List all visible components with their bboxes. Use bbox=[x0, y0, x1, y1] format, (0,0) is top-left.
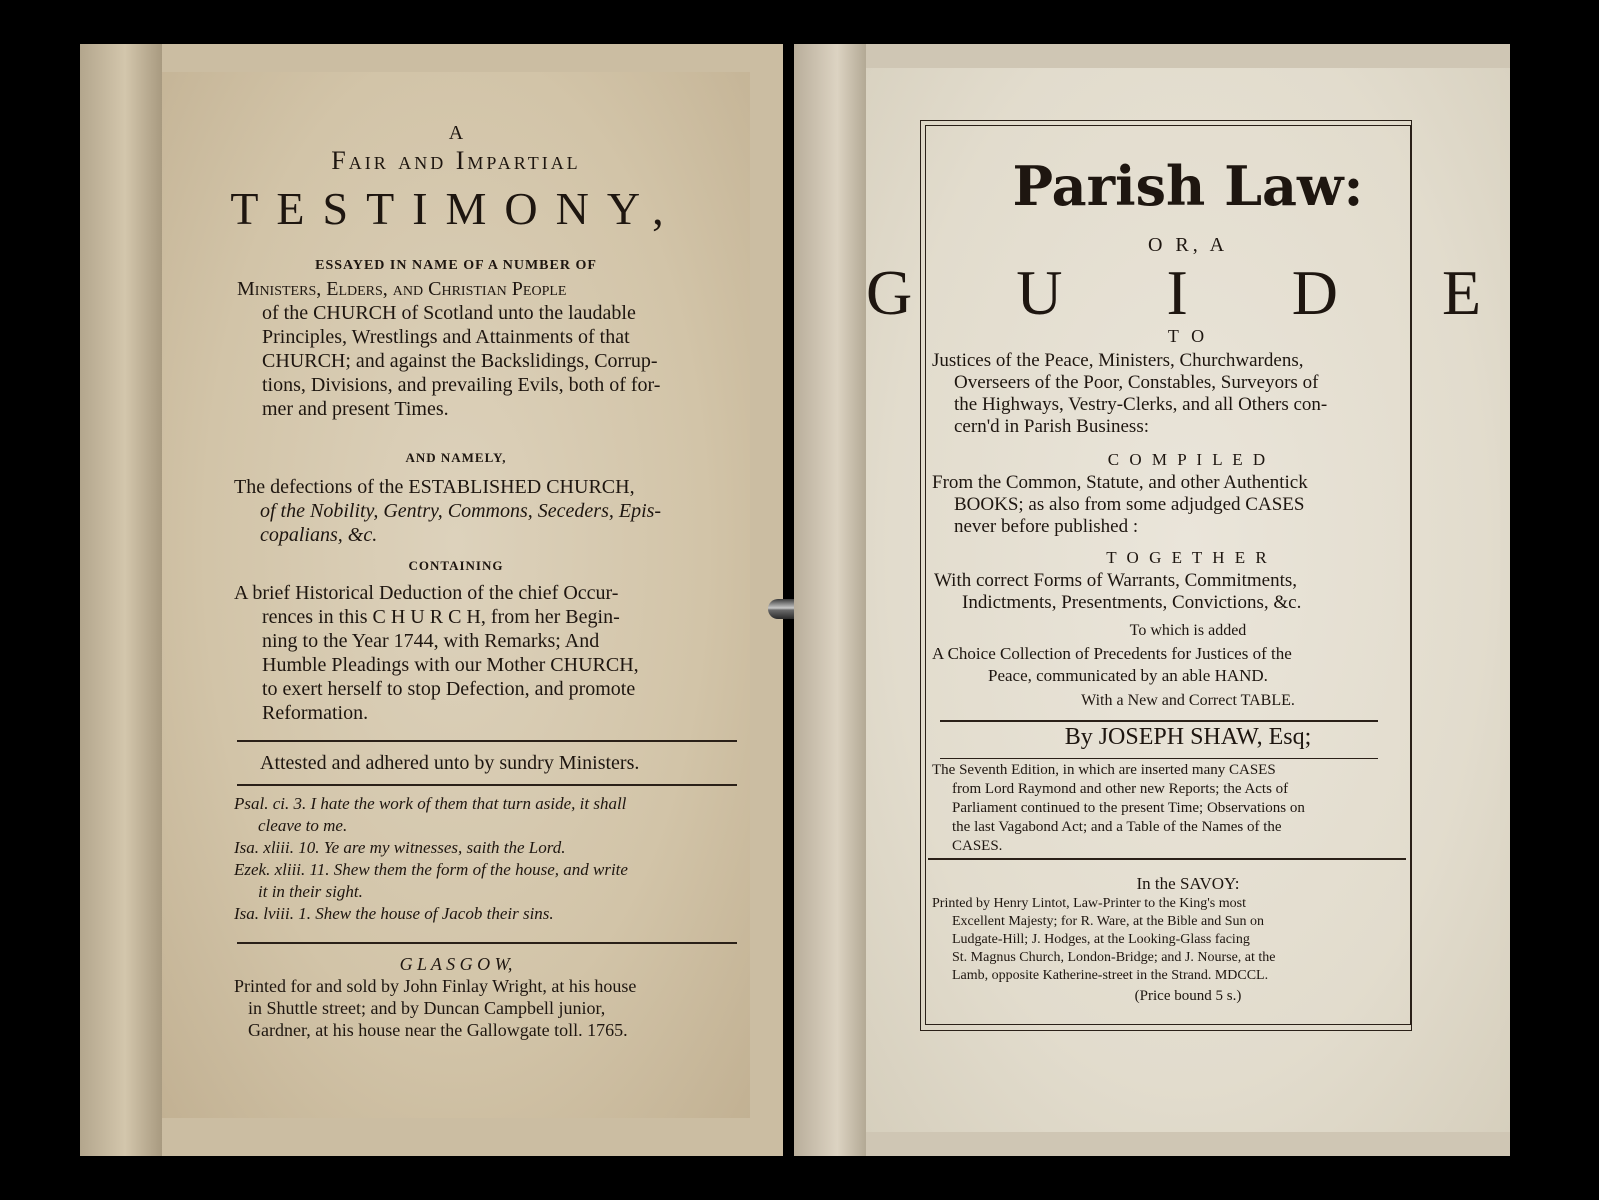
or-a: O R, A bbox=[1147, 234, 1229, 256]
text-line: Justices of the Peace, Ministers, Churchwardens, bbox=[932, 350, 1304, 371]
text-line: Peace, communicated by an able HAND. bbox=[988, 666, 1268, 685]
text-line: Ludgate-Hill; J. Hodges, at the Looking-Glass facing bbox=[952, 932, 1250, 947]
text-line: Ezek. xliii. 11. Shew them the form of the house, and write bbox=[234, 860, 628, 879]
text-line: Lamb, opposite Katherine-street in the Strand. MDCCL. bbox=[952, 968, 1269, 983]
text-line: Gardner, at his house near the Gallowgate toll. 1765. bbox=[248, 1020, 628, 1040]
together-label: T O G E T H E R bbox=[1106, 548, 1270, 567]
right-title-page bbox=[866, 68, 1526, 1132]
divider-rule bbox=[928, 858, 1406, 860]
right-book-binding bbox=[794, 44, 866, 1156]
text-line: A brief Historical Deduction of the chief Occur- bbox=[234, 582, 619, 604]
text-line: Excellent Majesty; for R. Ware, at the Bible and Sun on bbox=[952, 914, 1264, 929]
text-line: to exert herself to stop Defection, and promote bbox=[262, 678, 636, 700]
left-title-page bbox=[162, 72, 750, 1118]
new-table-line: With a New and Correct TABLE. bbox=[1081, 692, 1295, 709]
text-line: A Choice Collection of Precedents for Justices of the bbox=[932, 644, 1292, 663]
text-line: BOOKS; as also from some adjudged CASES bbox=[954, 494, 1305, 515]
text-line: the Highways, Vestry-Clerks, and all Others con- bbox=[954, 394, 1328, 415]
text-line: Parliament continued to the present Time; Observations on bbox=[952, 800, 1305, 816]
compiled-label: C O M P I L E D bbox=[1107, 450, 1269, 469]
text-line: Psal. ci. 3. I hate the work of them that turn aside, it shall bbox=[234, 794, 627, 813]
right-book bbox=[794, 44, 1526, 1156]
text-line: from Lord Raymond and other new Reports; the Acts of bbox=[952, 781, 1289, 797]
divider-rule bbox=[940, 720, 1378, 722]
text-line: Indictments, Presentments, Convictions, &c. bbox=[962, 592, 1302, 613]
text-line: Reformation. bbox=[262, 702, 369, 724]
text-line: of the CHURCH of Scotland unto the laudable bbox=[262, 302, 636, 324]
left-book-binding bbox=[80, 44, 162, 1156]
text-line: it in their sight. bbox=[258, 882, 363, 901]
divider-rule bbox=[237, 784, 737, 786]
title-guide: G U I D E bbox=[866, 257, 1526, 328]
text-line: CASES. bbox=[952, 838, 1003, 854]
divider-rule bbox=[237, 740, 737, 742]
text-line: mer and present Times. bbox=[262, 398, 449, 420]
text-line: Isa. xliii. 10. Ye are my witnesses, saith the Lord. bbox=[234, 838, 566, 857]
text-line: cern'd in Parish Business: bbox=[954, 416, 1149, 437]
text-line: cleave to me. bbox=[258, 816, 348, 835]
text-line: never before published : bbox=[954, 516, 1139, 537]
text-line: Principles, Wrestlings and Attainments of that bbox=[262, 326, 630, 348]
essayed-line: ESSAYED IN NAME OF A NUMBER OF bbox=[315, 258, 597, 273]
text-line: From the Common, Statute, and other Authentick bbox=[932, 472, 1308, 493]
text-line: rences in this C H U R C H, from her Begin- bbox=[262, 606, 620, 628]
text-line: Ministers, Elders, and Christian People bbox=[237, 278, 567, 300]
text-line: St. Magnus Church, London-Bridge; and J. Nourse, at the bbox=[952, 950, 1276, 965]
text-line: of the Nobility, Gentry, Commons, Seceders, Epis- bbox=[260, 500, 662, 522]
heading-fair-impartial: Fair and Impartial bbox=[331, 146, 581, 175]
text-line: Humble Pleadings with our Mother CHURCH, bbox=[262, 654, 639, 676]
and-namely: AND NAMELY, bbox=[405, 450, 507, 465]
place-savoy: In the SAVOY: bbox=[1136, 874, 1240, 893]
text-line: tions, Divisions, and prevailing Evils, both of for- bbox=[262, 374, 661, 396]
text-line: The Seventh Edition, in which are inserted many CASES bbox=[932, 762, 1276, 778]
heading-testimony: TESTIMONY, bbox=[230, 183, 682, 234]
author-line: By JOSEPH SHAW, Esq; bbox=[1064, 724, 1312, 750]
attested-line: Attested and adhered unto by sundry Ministers. bbox=[260, 752, 640, 774]
price-line: (Price bound 5 s.) bbox=[1134, 988, 1242, 1004]
to-label: T O bbox=[1167, 326, 1209, 346]
text-line: ning to the Year 1744, with Remarks; And bbox=[262, 630, 600, 652]
to-which-added: To which is added bbox=[1129, 622, 1247, 639]
text-line: Printed by Henry Lintot, Law-Printer to the King's most bbox=[932, 896, 1246, 911]
divider-rule bbox=[940, 758, 1378, 759]
containing: CONTAINING bbox=[408, 558, 504, 573]
title-parish-law: Parish Law: bbox=[1012, 154, 1364, 218]
text-line: the last Vagabond Act; and a Table of the Names of the bbox=[952, 819, 1282, 835]
text-line: CHURCH; and against the Backslidings, Corrup- bbox=[262, 350, 658, 372]
text-line: copalians, &c. bbox=[260, 524, 378, 546]
left-book bbox=[80, 44, 783, 1156]
text-line: Isa. lviii. 1. Shew the house of Jacob their sins. bbox=[234, 904, 554, 923]
text-line: Overseers of the Poor, Constables, Surveyors of bbox=[954, 372, 1319, 393]
place-glasgow: G L A S G O W, bbox=[399, 954, 513, 974]
divider-rule bbox=[237, 942, 737, 944]
text-line: in Shuttle street; and by Duncan Campbell junior, bbox=[248, 998, 606, 1018]
heading-a: A bbox=[448, 122, 464, 144]
text-line: The defections of the ESTABLISHED CHURCH, bbox=[234, 476, 635, 498]
text-line: Printed for and sold by John Finlay Wright, at his house bbox=[234, 976, 637, 996]
text-line: With correct Forms of Warrants, Commitments, bbox=[934, 570, 1298, 591]
